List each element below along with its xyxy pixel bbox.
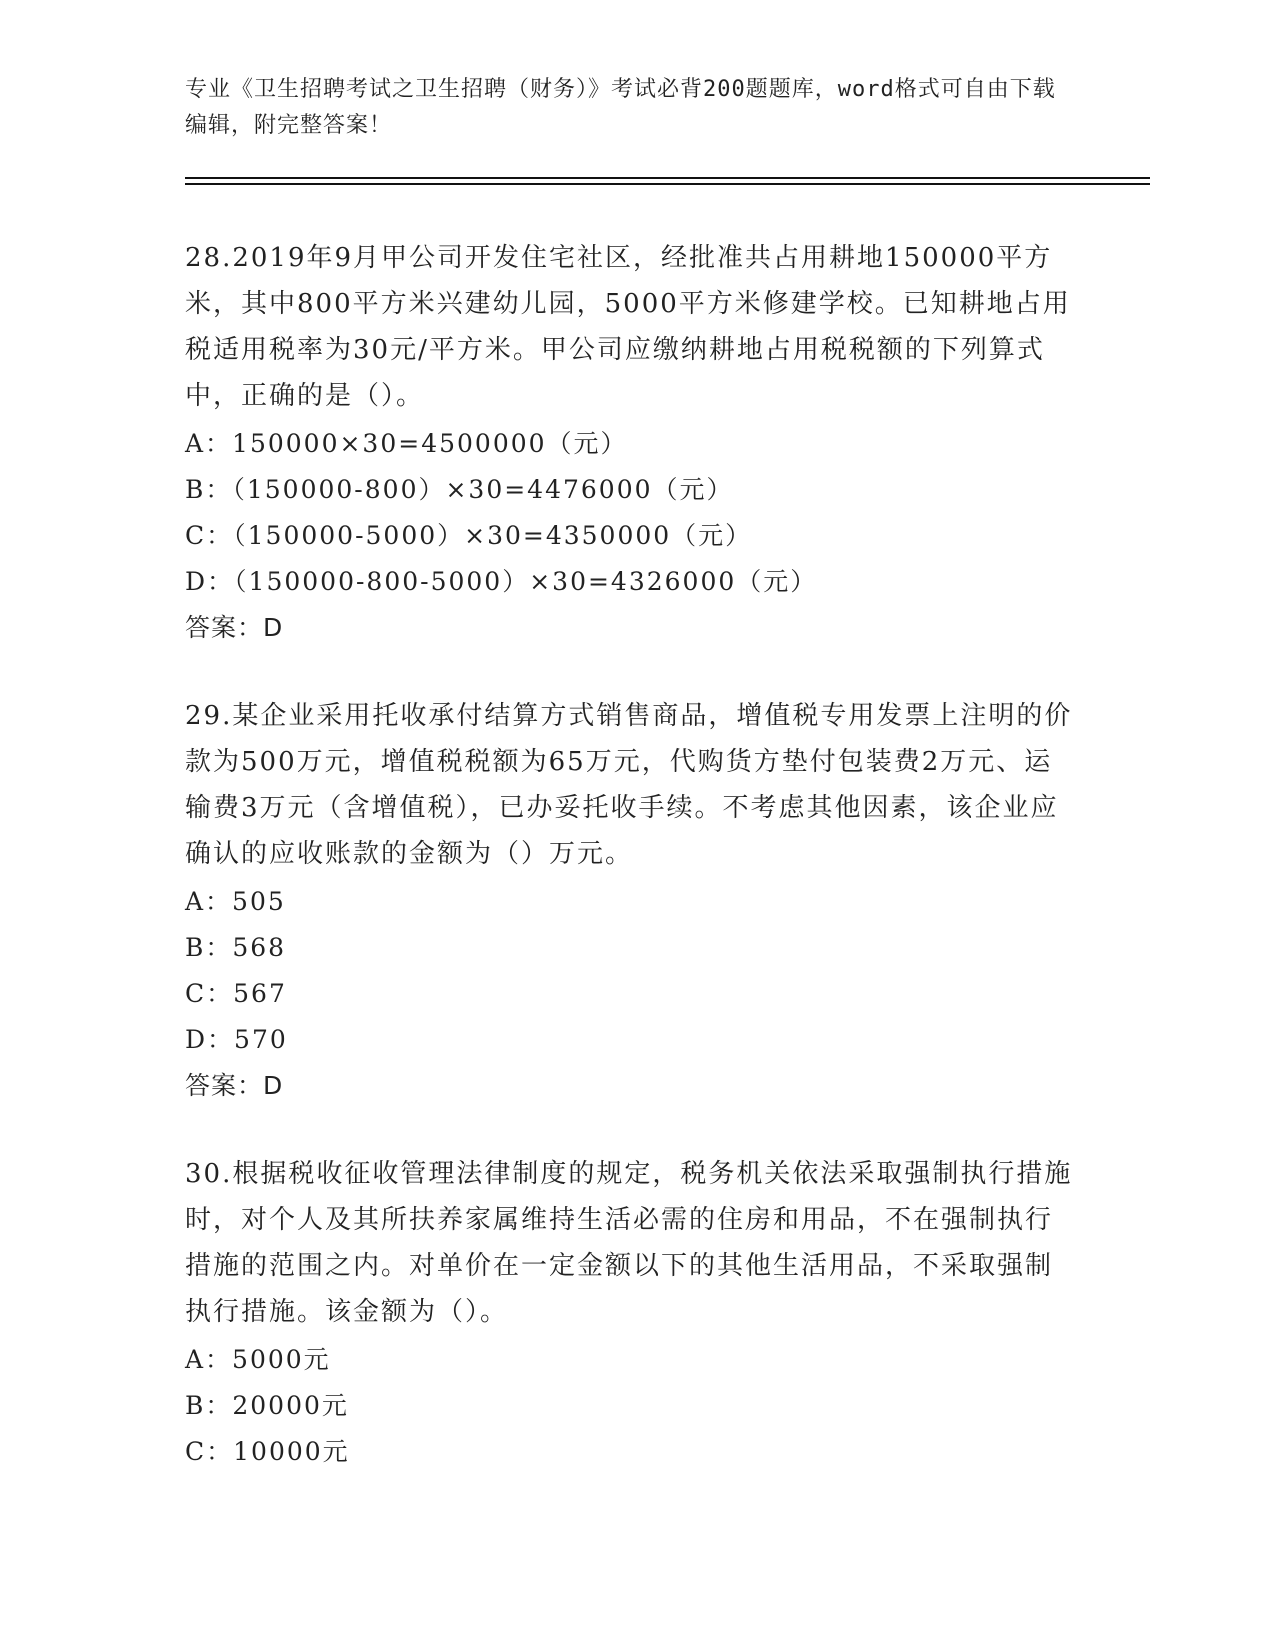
question-stem: 30.根据税收征收管理法律制度的规定，税务机关依法采取强制执行措施时，对个人及其所扶养家属维持生活必需的住房和用品，不在强制执行措施的范围之内。对单价在一定金额以下的其他生活用品，不采取强制执行措施。该金额为（）。 <box>185 1159 1073 1327</box>
question-stem: 28.2019年9月甲公司开发住宅社区，经批准共占用耕地150000平方米，其中800平方米兴建幼儿园，5000平方米修建学校。已知耕地占用税适用税率为30元/平方米。甲公司应缴纳耕地占用税税额的下列算式中，正确的是（）。 <box>185 243 1071 411</box>
option-d: D：（150000-800-5000）×30=4326000（元） <box>185 567 818 596</box>
header-rule-bottom <box>185 183 1150 185</box>
option-d: D：570 <box>185 1025 288 1054</box>
option-c: C：10000元 <box>185 1437 350 1466</box>
question-stem: 29.某企业采用托收承付结算方式销售商品，增值税专用发票上注明的价款为500万元，增值税税额为65万元，代购货方垫付包装费2万元、运输费3万元（含增值税），已办妥托收手续。不考虑其他因素，该企业应确认的应收账款的金额为（）万元。 <box>185 701 1073 869</box>
question-list <box>185 235 1075 1517</box>
option-c: C：567 <box>185 979 287 1008</box>
document-header: 专业《卫生招聘考试之卫生招聘（财务）》考试必背200题题库，word格式可自由下载编辑，附完整答案！ <box>185 77 1056 138</box>
header-rule-top <box>185 177 1150 179</box>
option-a: A：5000元 <box>185 1345 331 1374</box>
option-a: A：150000×30=4500000（元） <box>185 429 628 458</box>
question-30 <box>185 1151 1075 1475</box>
option-b: B：20000元 <box>185 1391 349 1420</box>
question-28 <box>185 235 1075 651</box>
option-c: C：（150000-5000）×30=4350000（元） <box>185 521 753 550</box>
option-b: B：568 <box>185 933 287 962</box>
question-29 <box>185 693 1075 1109</box>
answer-line: 答案：D <box>185 613 284 642</box>
option-b: B：（150000-800）×30=4476000（元） <box>185 475 734 504</box>
answer-line: 答案：D <box>185 1071 284 1100</box>
option-a: A：505 <box>185 887 286 916</box>
